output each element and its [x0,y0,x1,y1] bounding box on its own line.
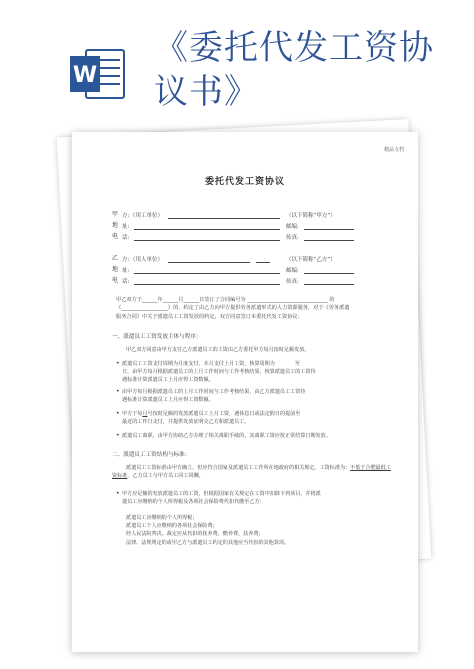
party-a-name-line [168,218,280,219]
s1-item4-text-a: 甲方于每 [122,411,143,417]
party-b-alias: （以下简称“乙方”） [286,257,336,263]
page-title-line-1: 《委托代发工资协 [154,28,434,68]
party-b-fax-label: 传真: [286,279,299,285]
party-a-phone-label: 话: [122,235,130,241]
party-b-fax-line [304,284,354,285]
party-b-address-label: 址: [122,268,130,274]
party-a-fax-line [304,240,354,241]
intro-line-3: 服务合同》中关于派遣员工工资发放的约定，双方同意签订本委托代发工资协议： [116,313,303,320]
s1-item2-text-b: 至 [294,361,300,367]
party-b-char-3: 电 [112,277,119,284]
party-b-phone-line [134,284,280,285]
s2-list-item-1: 派遣员工应缴纳的个人所得税； [126,515,198,521]
party-b-name-line-2 [256,262,270,263]
s1-item3-text-a: 由甲方每月根据派遣员工的上月工作时间与工作考核结果，由乙方派遣员工工资待 [122,389,306,395]
s2-item2-text-a: 甲方应足额的发放派遣员工的工资，但根据国家有关规定在工资中扣除下列项目，并将派 [122,491,321,497]
page-title-line-2: 议书》 [154,72,259,112]
party-b-address-line [134,273,280,274]
s1-item3-text-b: 遇标准计算派遣员工上月应得工资数额。 [122,397,214,404]
s2-list-item-3: 经人民法院判决、裁定应从代扣的抚养费，赡养费，扶养费； [126,531,264,538]
party-a-postcode-line [304,229,354,230]
intro-line-1: 甲乙双方于______年______月______日签订了合同编号为 _______________________________ 的 [116,297,335,303]
s1-item2-text-a: 派遣员工工资支付周期为月度支付，本月支付上月工资，核算周期为 [122,361,275,367]
party-b-name-note: （用人单位） [130,257,164,263]
s1-item4-text-d: 最近的工作日支付，并提供发放证明交乙方和派遣员工。 [122,419,250,426]
section-2-heading: 二、派遣员工工资结构与标准： [112,452,191,458]
banner-header [0,0,474,120]
party-b-phone-label: 话: [122,279,130,285]
party-a-address-label: 址: [122,224,130,230]
party-a-name-note: （用工单位） [130,213,164,219]
page-title [154,26,454,114]
section-2-item-1 [112,464,394,480]
party-b-postcode-line [304,273,354,274]
s2-list-item-2: 派遣员工个人应缴纳的各项社会保险费； [126,523,218,530]
section-2-item-2 [112,490,404,506]
word-icon [70,44,126,104]
s1-item4-text-c: 号按时足额的发放派遣员工上月工资，遇休息日或法定假日的提前至 [147,411,301,417]
party-b-char-2: 地 [112,266,119,273]
section-1-heading: 一、派遣员工工资发放主体与程序： [112,334,202,340]
s2-item1-text-b: 不低于合肥最低工资标准 [112,465,391,480]
s2-item2-text-b: 遣员工应缴纳的个人所得税及各项社会保险费代扣代缴至乙方： [122,499,265,506]
party-a-char-1: 甲 [112,211,119,218]
intro-line-2: 《__________________》的，约定了由乙方向甲方提供劳务派遣形式的人力资源服务，对于《劳务派遣 [116,305,350,312]
party-b-postcode-label: 邮编: [286,268,299,274]
corner-label: 精品文档 [383,147,404,153]
svg-text:W: W [72,63,98,88]
s1-item2-text-d: 遇标准计算派遣员工上月应得工资数额。 [122,377,214,384]
s1-item4-text-b: 月 [142,411,148,417]
party-a-alias: （以下简称“甲方”） [286,213,336,219]
section-1-item-4 [112,410,404,426]
section-1-item-3 [112,388,404,404]
s2-item1-text-a: 派遣员工工资标准由甲方确立，但应符合国家及派遣员工工作所在地政府的相关规定，工资标准为： [126,465,351,471]
party-a-address-line [134,229,280,230]
party-b-name-line [168,262,250,263]
party-a-char-2: 地 [112,222,119,229]
s1-item2-text-c: 日，由甲方每月根据派遣员工的上月工作时间与工作考核结果，核算派遣员工的工资待 [122,369,316,376]
section-1-item-2 [112,360,404,385]
intro-paragraph [104,296,394,321]
party-b-char-1: 乙 [112,255,119,262]
party-a-fax-label: 传真: [286,235,299,241]
section-1-item-5: 派遣员工离职，由甲方协助乙方办理了相关离职手续的，其离职工资应按正常结算日期发放。 [122,433,331,439]
party-a-phone-line [134,240,280,241]
s2-item1-text-c: ，乙方员工与甲方员工同工同酬。 [127,473,204,480]
s2-list-item-4: 法律、法规规定的或甲乙方与派遣员工约定的其他应当代扣的其他款项。 [126,539,290,546]
party-a-postcode-label: 邮编: [286,224,299,230]
section-1-item-1: 甲乙双方同意由甲方支付乙方派遣员工的工资由乙方委托甲方每月按时足额发放。 [126,347,310,353]
party-a-char-3: 电 [112,233,119,240]
document-page: 精品文档 委托代发工资协议 甲 地 电 方: （用工单位） （以下简称“甲方”） 址: 邮编: 话: 传真: 乙 地 电 方: （用人单位） （以下简称“乙方”） 址: 邮编: 话: 传真: 甲乙双方于______年______月______日签订了合同编号为 _______________________________ 的 《__________________》的，约定了由乙方向甲方提供劳务派遣形式的人力资源服务，对于《劳务派遣 服务合同》中关于派遣员工工资发放的约定，双方同意签订本委托代发工资协议： 一、派遣员工工资发放主体与程序： 甲乙双方同意由甲方支付乙方派遣员工的工资由乙方委托甲方每月按时足额发放。 • 派遣员工工资支付周期为月度支付，本月支付上月工资，核算周期为 至 日，由甲方每月根据派遣员工的上月工作时间与工作考核结果，核算派遣员工的工资待 遇标准计算派遣员工上月应得工资数额。 • 由甲方每月根据派遣员工的上月工作时间与工作考核结果，由乙方派遣员工工资待 遇标准计算派遣员工上月应得工资数额。 • 甲方于每月号按时足额的发放派遣员工上月工资，遇休息日或法定假日的提前至 最近的工作日支付，并提供发放证明交乙方和派遣员工。 • 派遣员工离职，由甲方协助乙方办理了相关离职手续的，其离职工资应按正常结算日期发放。 二、派遣员工工资结构与标准： 派遣员工工资标准由甲方确立，但应符合国家及派遣员工工作所在地政府的相关规定，工资标准为：不低于合肥最低工资标准，乙方员工与甲方员工同工同酬。 • 甲方应足额的发放派遣员工的工资，但根据国家有关规定在工资中扣除下列项目，并将派 遣员工应缴纳的个人所得税及各项社会保险费代扣代缴至乙方： 派遣员工应缴纳的个人所得税； 派遣员工个人应缴纳的各项社会保险费； 经人民法院判决、裁定应从代扣的抚养费，赡养费，扶养费； 法律、法规规定的或甲乙方与派遣员工约定的其他应当代扣的其他款项。 [72,132,418,652]
document-title: 委托代发工资协议 [204,177,285,187]
section-2-list [126,514,386,547]
